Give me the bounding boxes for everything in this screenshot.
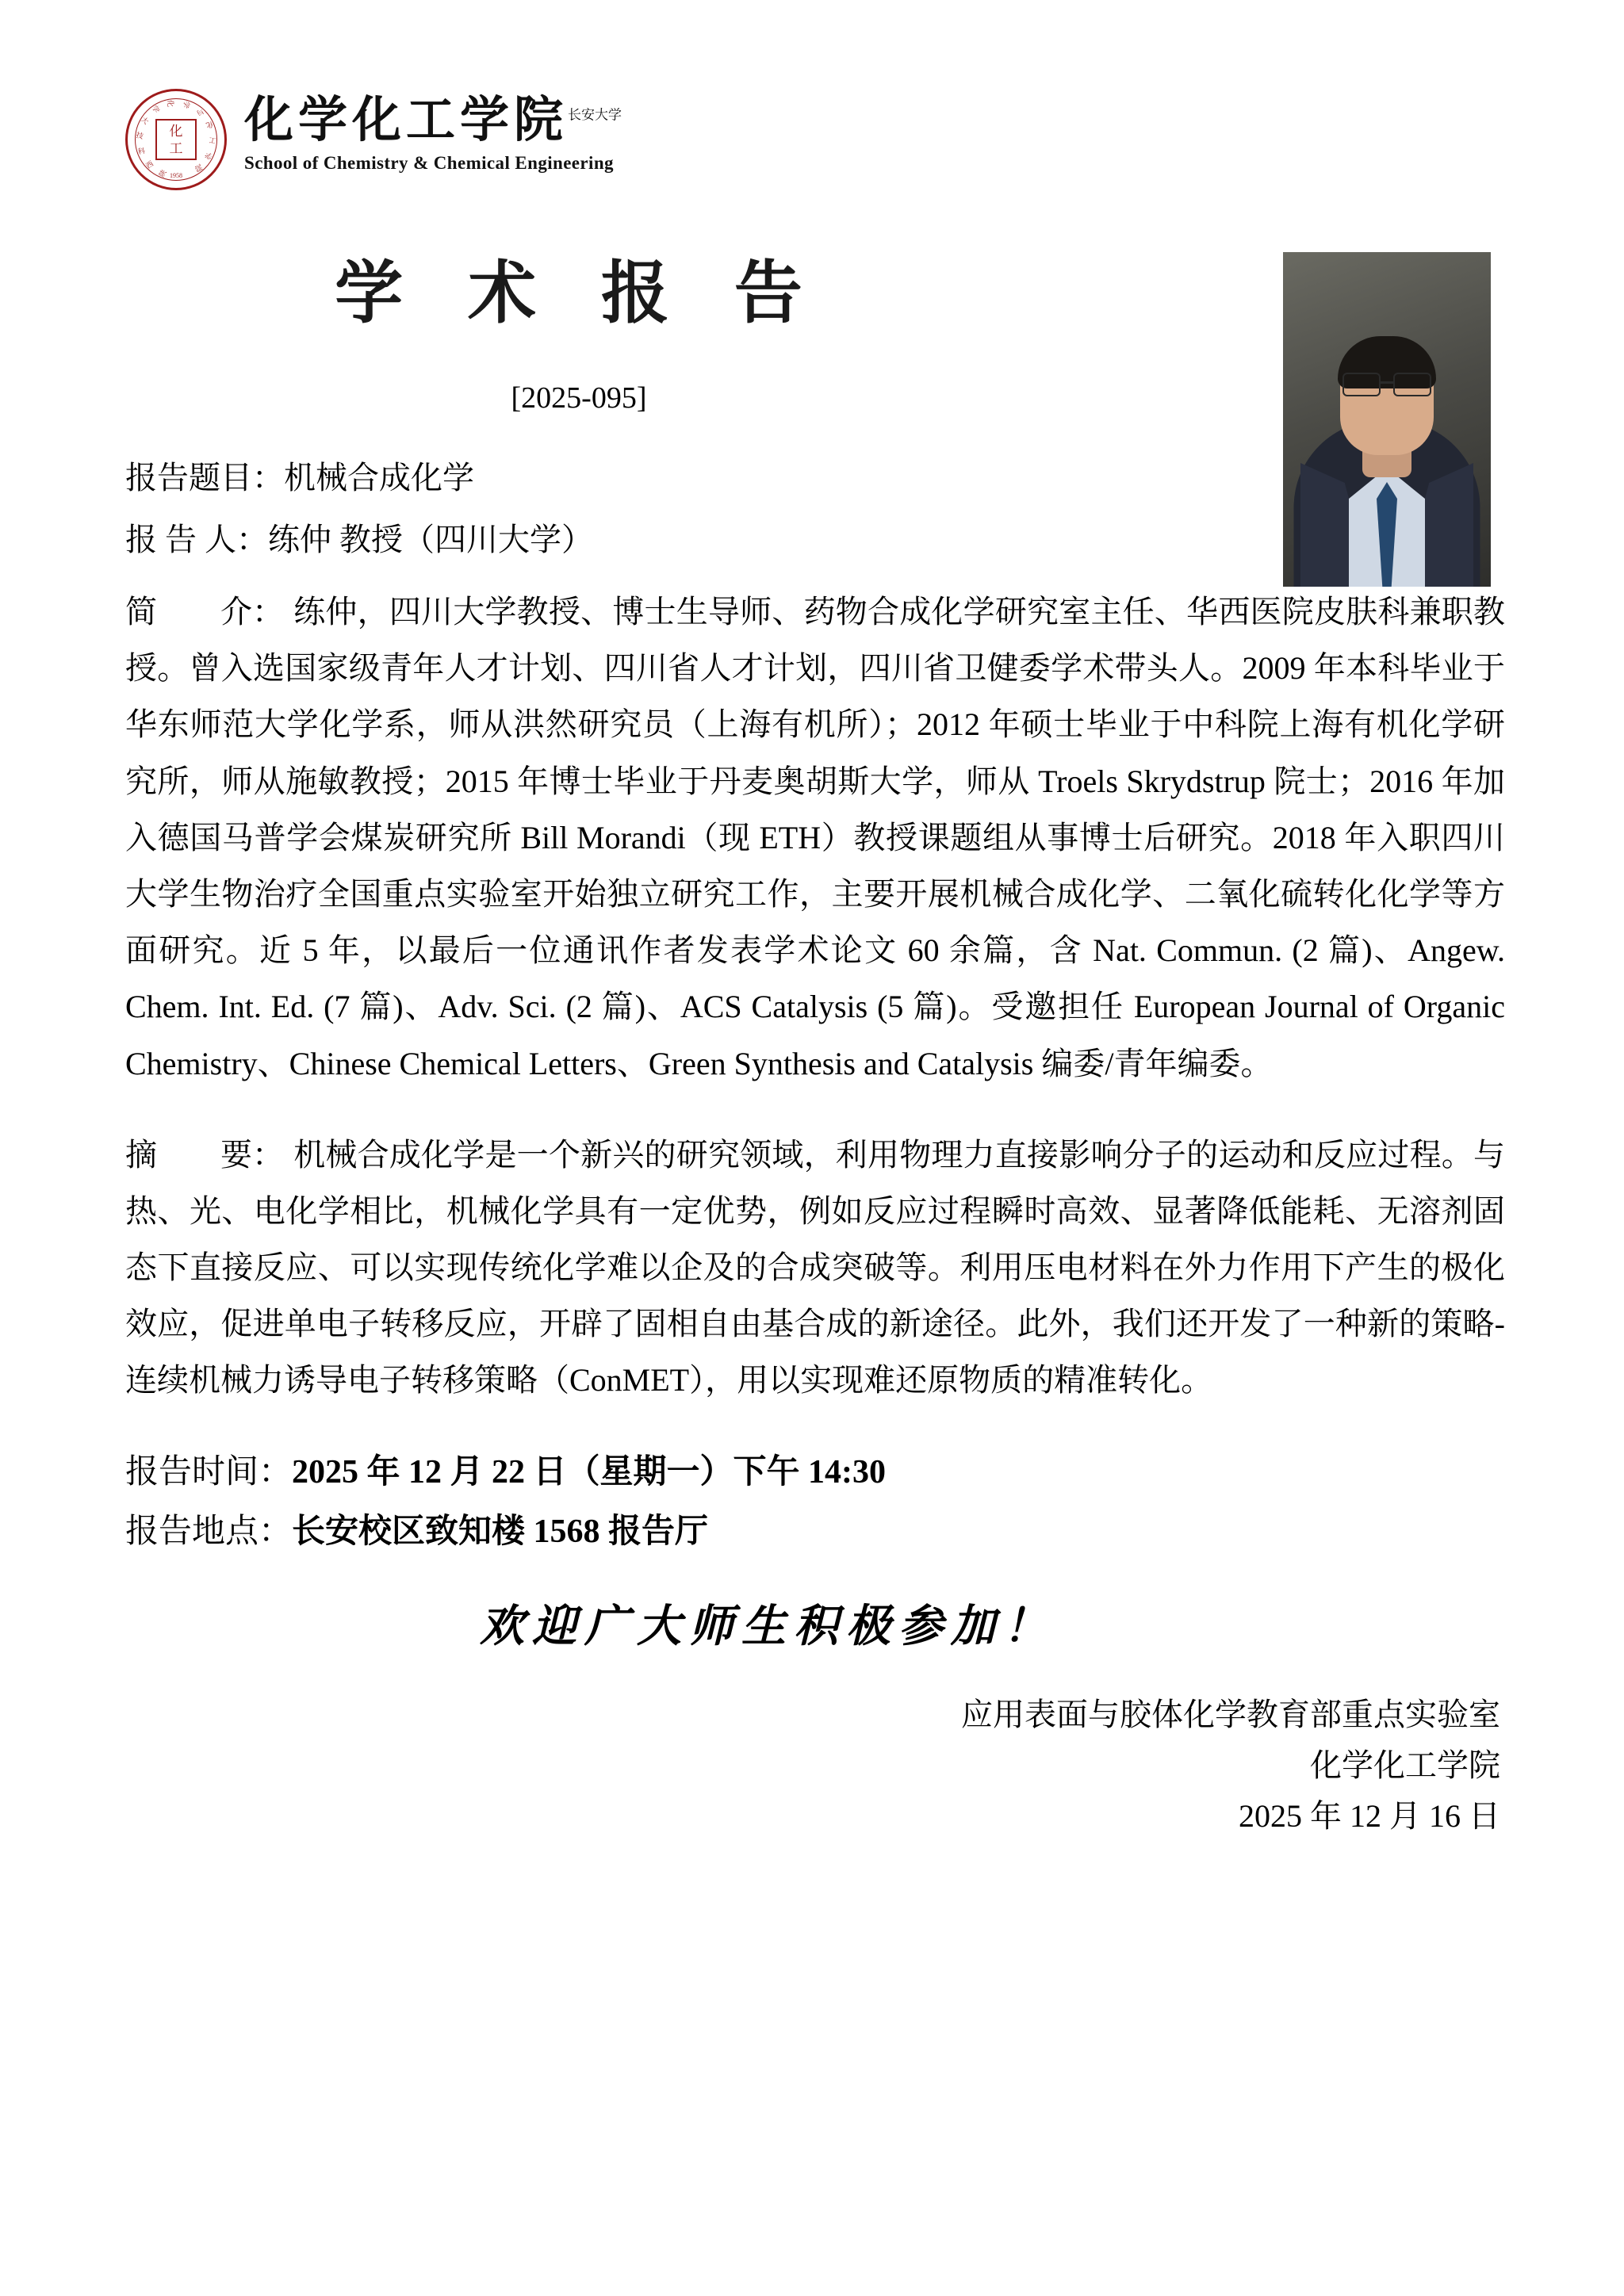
university-seal-icon <box>125 89 227 190</box>
letterhead-text <box>244 89 622 174</box>
place-row <box>125 1505 1505 1559</box>
time-row <box>125 1445 1505 1500</box>
intro-paragraph <box>125 584 1505 1092</box>
speaker-label: 报 告 人： <box>125 522 268 557</box>
school-name-cn-sup: 长安大学 <box>568 107 622 124</box>
seal-ring-text: 陕 西 科 技 大 学 化 学 与 化 工 学 院 <box>135 99 217 179</box>
topic-row <box>125 453 1505 503</box>
time-value: 2025 年 12 月 22 日（星期一）下午 14:30 <box>292 1453 887 1490</box>
portrait-glasses-icon <box>1342 373 1431 395</box>
school-name-cn-main: 化学化工学院 <box>244 90 569 148</box>
page-title: 学 术 报 告 <box>335 253 823 333</box>
welcome-line: 欢迎广大师生积极参加！ <box>480 1600 1055 1653</box>
abstract-paragraph <box>125 1127 1505 1409</box>
signoff-school: 化学化工学院 <box>1310 1747 1500 1784</box>
poster-body <box>125 453 1505 1842</box>
letterhead <box>125 89 622 190</box>
topic-value: 机械合成化学 <box>284 460 474 496</box>
intro-text: 练仲，四川大学教授、博士生导师、药物合成化学研究室主任、华西医院皮肤科兼职教授。曾入选国家级青年人才计划、四川省人才计划，四川省卫健委学术带头人。2009 年本科毕业于华东师范大学化学系，师从洪然研究员（上海有机所）；2012 年硕士毕业于中科院上海有机化学研究所，师从施敏教授；2015 年博士毕业于丹麦奥胡斯大学，师从 Troels Skrydstrup 院士；2016 年加入德国马普学会煤炭研究所 Bill Morandi（现 ETH）教授课题组从事博士后研究。2018 年入职四川大学生物治疗全国重点实验室开始独立研究工作，主要开展机械合成化学、二氧化硫转化化学等方面研究。近 5 年，以最后一位通讯作者发表学术论文 60 余篇，含 Nat. Commun. (2 篇)、Angew. Chem. Int. Ed. (7 篇)、Adv. Sci. (2 篇)、ACS Catalysis (5 篇)。受邀担任 European Journal of Organic Chemistry、Chinese Chemical Letters、Green Synthesis and Catalysis 编委/青年编委。 <box>125 594 1505 1081</box>
abstract-text: 机械合成化学是一个新兴的研究领域，利用物理力直接影响分子的运动和反应过程。与热、光、电化学相比，机械化学具有一定优势，例如反应过程瞬时高效、显著降低能耗、无溶剂固态下直接反应、可以实现传统化学难以企及的合成突破等。利用压电材料在外力作用下产生的极化效应，促进单电子转移反应，开辟了固相自由基合成的新途径。此外，我们还开发了一种新的策略-连续机械力诱导电子转移策略（ConMET），用以实现难还原物质的精准转化。 <box>125 1136 1505 1399</box>
place-value: 长安校区致知楼 1568 报告厅 <box>292 1513 709 1550</box>
time-label: 报告时间： <box>125 1453 293 1490</box>
speaker-value: 练仲 教授（四川大学） <box>268 522 593 557</box>
signoff-lab: 应用表面与胶体化学教育部重点实验室 <box>961 1697 1500 1733</box>
signoff-block <box>125 1689 1505 1842</box>
school-name-en: School of Chemistry & Chemical Engineering <box>244 153 614 174</box>
speaker-row <box>125 515 1505 564</box>
seal-center-text: 化 工 <box>155 119 197 160</box>
seal-year: 1958 <box>170 172 182 179</box>
intro-label: 简 介： <box>125 594 284 629</box>
signoff-date: 2025 年 12 月 16 日 <box>1239 1798 1500 1835</box>
document-number: [2025-095] <box>511 381 647 415</box>
school-name-cn <box>244 90 622 148</box>
abstract-label: 摘 要： <box>125 1136 284 1173</box>
place-label: 报告地点： <box>125 1513 293 1550</box>
topic-label: 报告题目： <box>125 460 284 496</box>
